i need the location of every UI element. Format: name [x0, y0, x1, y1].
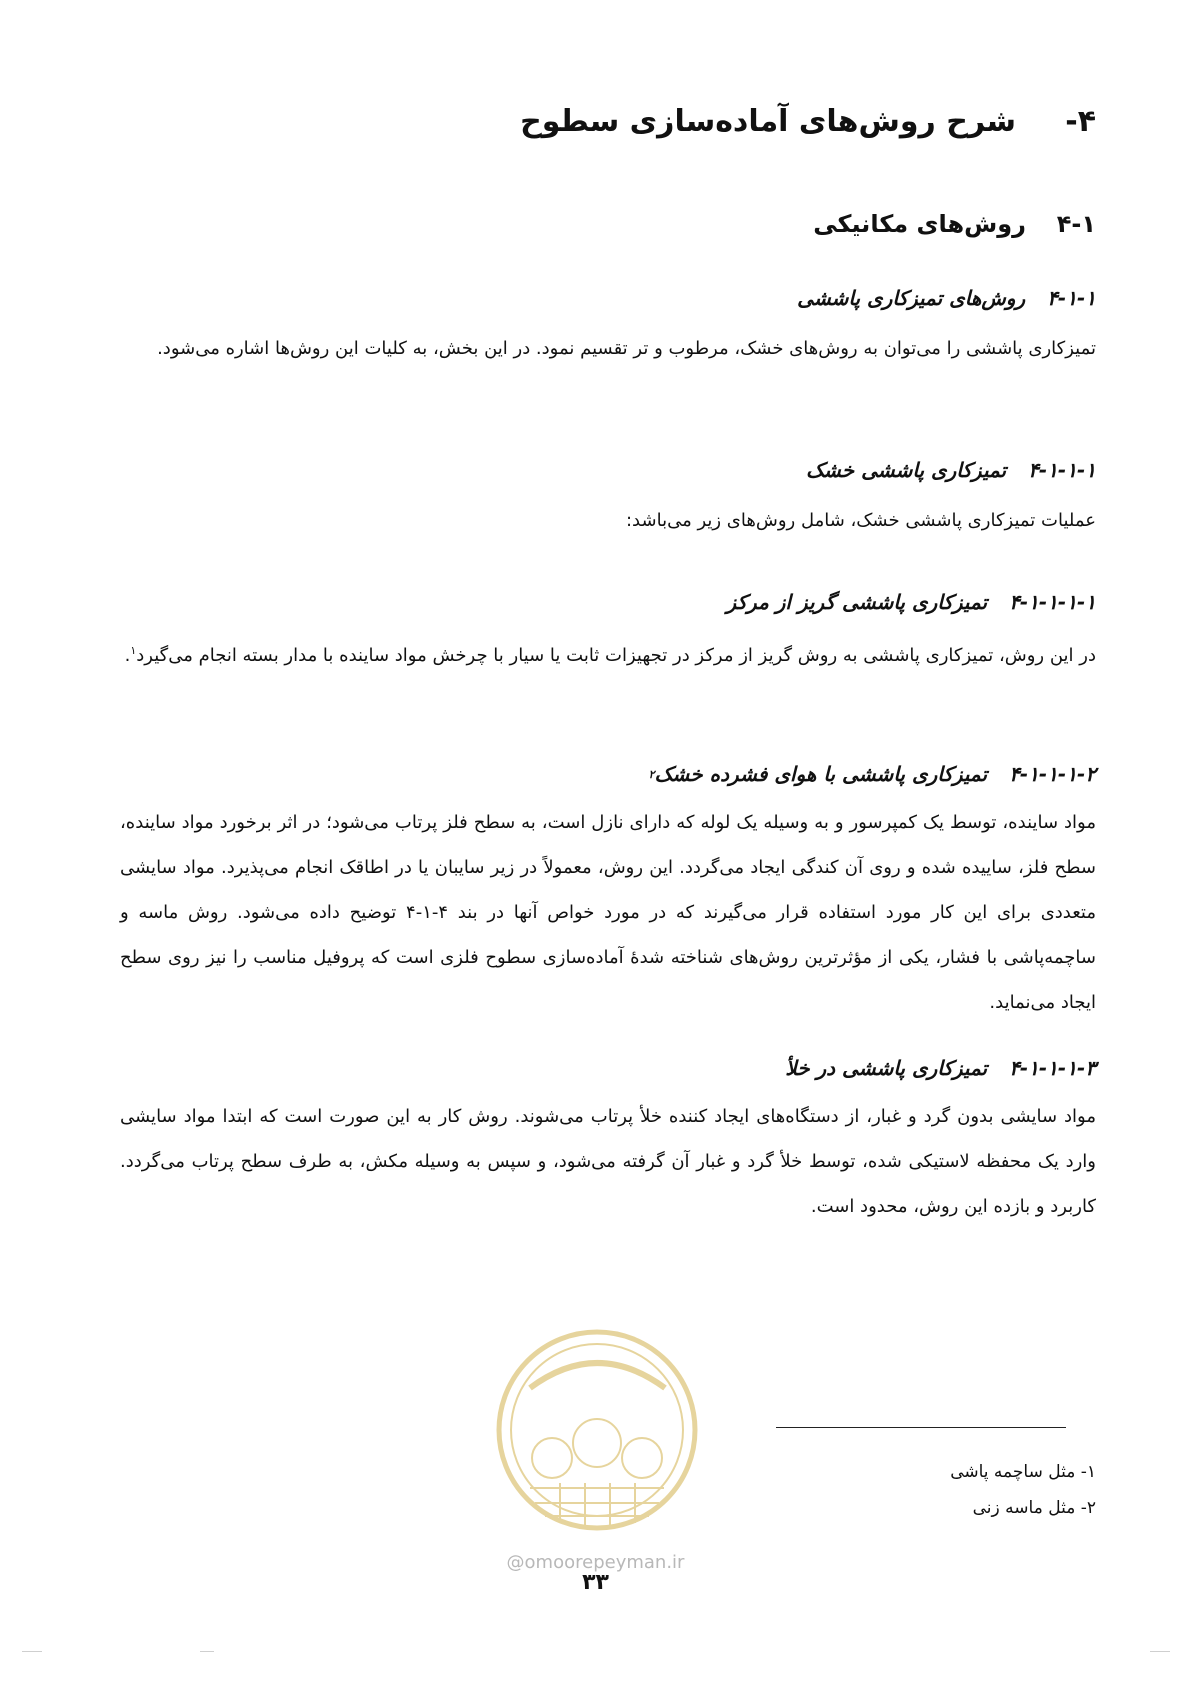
- footnote-divider: [776, 1427, 1066, 1428]
- section-heading: [120, 104, 1096, 139]
- heading-4-1-1: [120, 286, 1096, 310]
- edge-mark: [200, 1651, 214, 1652]
- paragraph-text: در این روش، تمیزکاری پاششی به روش گریز از مرکز در تجهیزات ثابت یا سیار با چرخش مواد ساینده با مدار بسته انجام می‌گیرد: [136, 645, 1096, 666]
- heading-4-1-1-1-2: [120, 762, 1096, 786]
- heading-title: تمیزکاری پاششی خشک: [806, 458, 1007, 482]
- heading-title: تمیزکاری پاششی با هوای فشرده خشک: [654, 762, 988, 786]
- footnote-ref-2[interactable]: ۲: [648, 767, 655, 781]
- heading-title: روش‌های تمیزکاری پاششی: [797, 286, 1026, 310]
- footnote-2: ۲- مثل ماسه زنی: [972, 1498, 1096, 1518]
- heading-title: تمیزکاری پاششی گریز از مرکز: [726, 590, 988, 614]
- heading-title: تمیزکاری پاششی در خلأ: [785, 1056, 988, 1080]
- heading-number: ۴-۱-۱-۱: [1028, 458, 1096, 482]
- page-number: ۳۳: [582, 1570, 609, 1595]
- paragraph-4-1-1: تمیزکاری پاششی را می‌توان به روش‌های خشک، مرطوب و تر تقسیم نمود. در این بخش، به کلیات این روش‌ها اشاره می‌شود.: [157, 338, 1096, 359]
- heading-number: ۴-۱-۱-۱-۳: [1009, 1056, 1096, 1080]
- subsection-number: ۴-۱: [1056, 210, 1096, 238]
- heading-4-1-1-1: [120, 458, 1096, 482]
- heading-number: ۴-۱-۱: [1047, 286, 1096, 310]
- subsection-title: روش‌های مکانیکی: [813, 210, 1026, 238]
- section-number: ۴-: [1065, 104, 1096, 139]
- paragraph-4-1-1-1: عملیات تمیزکاری پاششی خشک، شامل روش‌های زیر می‌باشد:: [625, 510, 1096, 531]
- watermark-site-text: @omoorepeyman.ir: [506, 1552, 685, 1573]
- heading-4-1-1-1-1: [120, 590, 1096, 614]
- subsection-heading: [120, 210, 1096, 238]
- edge-mark: [22, 1651, 42, 1652]
- paragraph-4-1-1-1-2: مواد ساینده، توسط یک کمپرسور و به وسیله یک لوله که دارای نازل است، به سطح فلز پرتاب می‌شود؛ در اثر برخورد مواد ساینده، سطح فلز، ساییده شده و روی آن کندگی ایجاد می‌گردد. این روش، معمولاً در زیر سایبان یا در اطاقک انجام می‌پذیرد. مواد سایشی متعددی برای این کار مورد استفاده قرار می‌گیرند که در مورد خواص آنها در بند ۴-۱-۴ توضیح داده می‌شود. روش ماسه و ساچمه‌پاشی با فشار، یکی از مؤثرترین روش‌های شناخته شدهٔ آماده‌سازی سطوح فلزی است که پروفیل مناسب را نیز روی سطح ایجاد می‌نماید.: [120, 812, 1097, 1013]
- section-title: شرح روش‌های آماده‌سازی سطوح: [520, 104, 1016, 139]
- heading-number: ۴-۱-۱-۱-۱: [1009, 590, 1096, 614]
- footnote-ref-1[interactable]: ۱: [130, 644, 137, 657]
- heading-4-1-1-1-3: [120, 1056, 1096, 1080]
- watermark-stamp-icon: [490, 1318, 705, 1548]
- paragraph-4-1-1-1-1: در این روش، تمیزکاری پاششی به روش گریز از مرکز در تجهیزات ثابت یا سیار با چرخش مواد ساینده با مدار بسته انجام می‌گیرد$^۱$.: [124, 644, 1096, 666]
- paragraph-4-1-1-1-3: مواد سایشی بدون گرد و غبار، از دستگاه‌های ایجاد کننده خلأ پرتاب می‌شوند. روش کار به این صورت است که ابتدا مواد سایشی وارد یک محفظه لاستیکی شده، توسط خلأ گرد و غبار آن گرفته می‌شود، و سپس به وسیله مکش، به طرف سطح پرتاب می‌گردد. کاربرد و بازده این روش، محدود است.: [120, 1106, 1096, 1217]
- edge-mark: [1150, 1651, 1170, 1652]
- heading-number: ۴-۱-۱-۱-۲: [1009, 762, 1096, 786]
- footnote-1: ۱- مثل ساچمه پاشی: [950, 1462, 1096, 1482]
